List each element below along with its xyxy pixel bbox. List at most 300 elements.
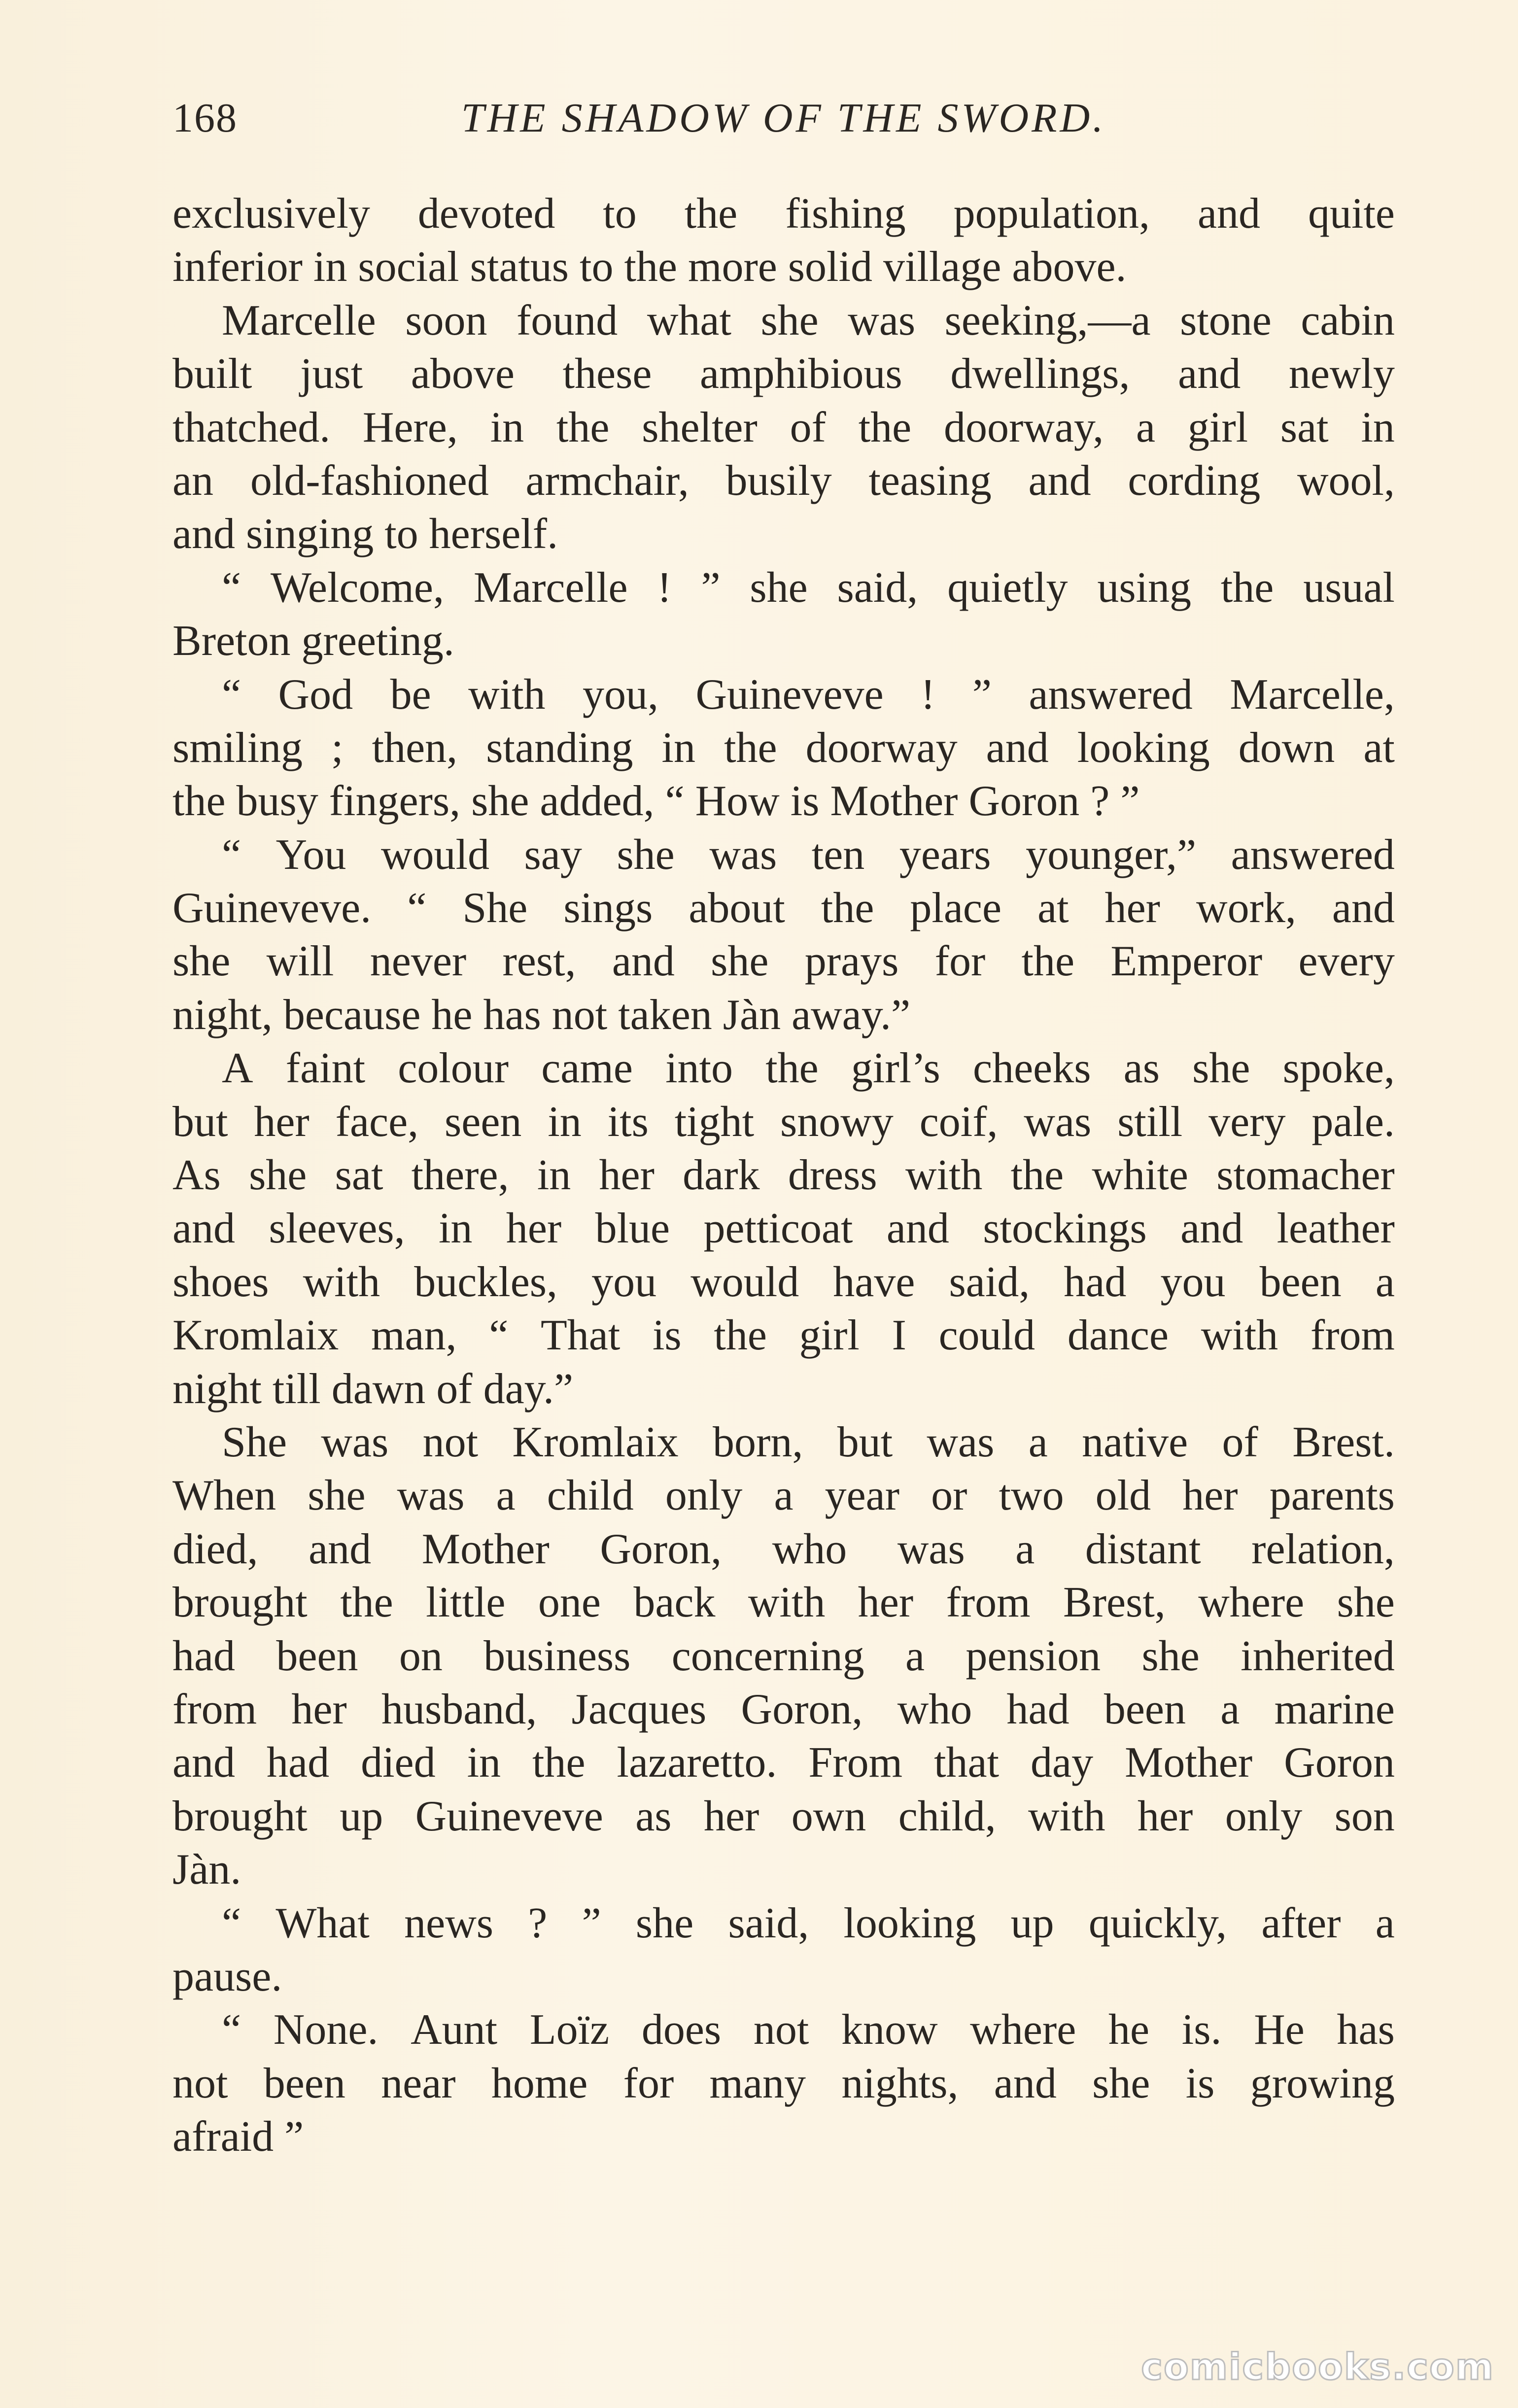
word: ! <box>921 670 935 719</box>
word: the <box>714 1311 767 1360</box>
page-header <box>172 89 1395 148</box>
word: “ <box>489 1311 509 1360</box>
page-number: 168 <box>172 95 238 141</box>
word: quite <box>1308 190 1395 238</box>
word: Goron, <box>600 1525 722 1573</box>
word: amphibious <box>700 350 902 398</box>
word: smiling <box>172 723 303 772</box>
word: rest, <box>502 937 576 986</box>
word: her <box>1182 1472 1238 1520</box>
word: ten <box>811 830 865 879</box>
word: two <box>999 1472 1064 1520</box>
word: God <box>278 670 353 719</box>
word: she <box>172 937 231 986</box>
word: is <box>1185 2059 1215 2107</box>
word: Brest. <box>1292 1418 1395 1466</box>
word: brought <box>172 1792 308 1840</box>
word: looking <box>1077 723 1210 772</box>
word: as <box>635 1792 672 1840</box>
word: work, <box>1196 884 1296 932</box>
word: dance <box>1067 1311 1169 1360</box>
word: near <box>381 2059 456 2107</box>
word: husband, <box>381 1685 537 1733</box>
word: ” <box>582 1899 601 1947</box>
word: child <box>547 1472 634 1520</box>
word: seen <box>445 1098 522 1146</box>
word: sleeves, <box>269 1204 405 1253</box>
word: up <box>1010 1899 1054 1947</box>
word: had <box>1064 1258 1127 1306</box>
word: answered <box>1029 670 1193 719</box>
text-line <box>172 454 1395 508</box>
text-line: Breton greeting. <box>172 617 454 665</box>
word: into <box>665 1044 733 1093</box>
word: dark <box>683 1151 760 1200</box>
word: and <box>994 2059 1057 2107</box>
word: and <box>1198 190 1261 238</box>
word: in <box>548 1098 582 1146</box>
word: old <box>1095 1472 1151 1520</box>
word: a <box>1375 1258 1395 1306</box>
word: but <box>837 1418 893 1466</box>
text-line <box>172 1469 1395 1522</box>
word: only <box>1225 1792 1303 1840</box>
word: white <box>1092 1151 1188 1200</box>
word: seeking,—a <box>944 296 1151 344</box>
text-line <box>172 1683 1395 1736</box>
word: very <box>1208 1098 1286 1146</box>
text-line <box>172 1256 1395 1309</box>
word: answered <box>1231 830 1395 879</box>
word: for <box>623 2059 674 2107</box>
word: stockings <box>983 1204 1147 1253</box>
text-line: afraid ” <box>172 2113 304 2161</box>
word: face, <box>335 1098 419 1146</box>
word: have <box>833 1258 915 1306</box>
text-line <box>172 1576 1395 1629</box>
word: doorway, <box>944 403 1104 451</box>
word: never <box>370 937 467 986</box>
word: she <box>1337 1579 1395 1627</box>
word: down <box>1238 723 1335 772</box>
word: died <box>361 1739 436 1787</box>
word: years <box>899 830 991 879</box>
word: tight <box>674 1098 755 1146</box>
text-line <box>172 561 1395 615</box>
word: business <box>483 1632 631 1680</box>
word: child, <box>898 1792 996 1840</box>
word: and <box>1178 350 1241 398</box>
word: who <box>897 1685 972 1733</box>
word: a <box>774 1472 794 1520</box>
text-line: night, because he has not taken Jàn away.” <box>172 991 911 1039</box>
word: a <box>1375 1899 1395 1947</box>
word: Guineveve <box>695 670 884 719</box>
word: for <box>934 937 986 986</box>
word: the <box>1021 937 1075 986</box>
word: she <box>711 937 769 986</box>
word: That <box>541 1311 621 1360</box>
word: quietly <box>947 563 1068 612</box>
word: about <box>689 884 785 932</box>
word: be <box>390 670 431 719</box>
word: “ <box>222 670 242 719</box>
word: Aunt <box>411 2006 498 2054</box>
text-line <box>172 1042 1395 1095</box>
word: she <box>635 1899 694 1947</box>
word: cabin <box>1301 296 1395 344</box>
text-line <box>172 1096 1395 1149</box>
word: When <box>172 1472 276 1520</box>
word: you <box>1160 1258 1226 1306</box>
word: I <box>892 1311 906 1360</box>
word: ! <box>657 563 672 612</box>
word: just <box>300 350 363 398</box>
word: could <box>938 1311 1035 1360</box>
text-line <box>172 294 1395 347</box>
word: growing <box>1250 2059 1395 2107</box>
word: concerning <box>671 1632 864 1680</box>
text-line <box>172 347 1395 401</box>
word: was <box>897 1525 965 1573</box>
word: “ <box>222 1899 242 1947</box>
word: and <box>172 1204 236 1253</box>
word: or <box>931 1472 967 1520</box>
word: She <box>462 884 528 932</box>
text-line: pause. <box>172 1952 282 2000</box>
word: using <box>1097 563 1192 612</box>
word: with <box>468 670 546 719</box>
word: She <box>222 1418 287 1466</box>
word: son <box>1334 1792 1395 1840</box>
word: teasing <box>868 456 992 505</box>
word: has <box>1337 2006 1395 2054</box>
word: and <box>986 723 1049 772</box>
word: news <box>404 1899 493 1947</box>
word: old-fashioned <box>250 456 489 505</box>
word: “ <box>407 884 427 932</box>
word: year <box>825 1472 900 1520</box>
text-line <box>172 935 1395 988</box>
word: is. <box>1181 2006 1222 2054</box>
word: usual <box>1303 563 1395 612</box>
word: had <box>172 1632 236 1680</box>
word: was <box>397 1472 465 1520</box>
text-line <box>172 1897 1395 1950</box>
text-line <box>172 1790 1395 1843</box>
word: she <box>760 296 819 344</box>
word: the <box>1220 563 1274 612</box>
word: a <box>1220 1685 1240 1733</box>
word: will <box>266 937 334 986</box>
word: exclusively <box>172 190 370 238</box>
word: came <box>541 1044 633 1093</box>
word: Marcelle <box>222 296 376 344</box>
word: ” <box>972 670 992 719</box>
word: leather <box>1276 1204 1395 1253</box>
word: with <box>905 1151 983 1200</box>
word: had <box>267 1739 330 1787</box>
word: her <box>703 1792 759 1840</box>
text-line <box>172 1309 1395 1362</box>
word: A <box>222 1044 253 1093</box>
word: in <box>661 723 695 772</box>
word: her <box>1104 884 1160 932</box>
word: Mother <box>421 1525 550 1573</box>
word: with <box>748 1579 826 1627</box>
text-line <box>172 2057 1395 2110</box>
word: every <box>1298 937 1395 986</box>
word: stomacher <box>1216 1151 1395 1200</box>
word: a <box>1136 403 1156 451</box>
word: standing <box>486 723 633 772</box>
text-line <box>172 187 1395 241</box>
word: petticoat <box>703 1204 853 1253</box>
word: Goron, <box>741 1685 863 1733</box>
word: the <box>532 1739 586 1787</box>
word: the <box>340 1579 393 1627</box>
watermark: comicbooks.com <box>1141 2346 1494 2388</box>
word: was <box>709 830 777 879</box>
word: ” <box>701 563 721 612</box>
word: she <box>617 830 675 879</box>
word: only <box>665 1472 743 1520</box>
word: know <box>841 2006 938 2054</box>
word: place <box>910 884 1002 932</box>
word: Emperor <box>1110 937 1263 986</box>
word: Brest, <box>1063 1579 1166 1627</box>
word: many <box>709 2059 806 2107</box>
word: she <box>308 1472 366 1520</box>
word: little <box>426 1579 506 1627</box>
word: girl <box>1187 403 1248 451</box>
word: at <box>1037 884 1069 932</box>
text-line: Jàn. <box>172 1846 242 1894</box>
word: up <box>340 1792 383 1840</box>
word: from <box>946 1579 1031 1627</box>
word: Welcome, <box>270 563 444 612</box>
word: on <box>399 1632 443 1680</box>
word: where <box>970 2006 1076 2054</box>
word: fishing <box>785 190 906 238</box>
word: she <box>1092 2059 1150 2107</box>
text-line: night till dawn of day.” <box>172 1365 574 1413</box>
word: quickly, <box>1088 1899 1227 1947</box>
word: of <box>1222 1418 1258 1466</box>
word: was <box>927 1418 995 1466</box>
word: who <box>772 1525 847 1573</box>
word: the <box>765 1044 819 1093</box>
word: You <box>276 830 346 879</box>
word: not <box>753 2006 809 2054</box>
word: Here, <box>362 403 458 451</box>
word: she <box>1141 1632 1200 1680</box>
word: the <box>684 190 738 238</box>
word: a <box>1015 1525 1035 1573</box>
word: sat <box>335 1151 383 1200</box>
word: pension <box>966 1632 1101 1680</box>
word: Kromlaix <box>172 1311 339 1360</box>
word: a <box>496 1472 516 1520</box>
word: not <box>422 1418 479 1466</box>
word: shoes <box>172 1258 269 1306</box>
word: busily <box>725 456 832 505</box>
word: shelter <box>642 403 758 451</box>
word: dwellings, <box>950 350 1130 398</box>
word: devoted <box>417 190 555 238</box>
text-line <box>172 1736 1395 1789</box>
word: girl <box>799 1311 860 1360</box>
word: dress <box>788 1151 877 1200</box>
word: “ <box>222 830 242 879</box>
word: cording <box>1128 456 1261 505</box>
word: Jacques <box>571 1685 707 1733</box>
word: the <box>821 884 874 932</box>
word: and <box>612 937 675 986</box>
word: her <box>1138 1792 1193 1840</box>
word: faint <box>285 1044 366 1093</box>
word: thatched. <box>172 403 331 451</box>
word: a <box>1028 1418 1048 1466</box>
word: marine <box>1274 1685 1395 1733</box>
word: What <box>276 1899 370 1947</box>
word: been <box>1104 1685 1186 1733</box>
word: sings <box>563 884 653 932</box>
running-title: THE SHADOW OF THE SWORD. <box>461 95 1106 141</box>
word: from <box>172 1685 257 1733</box>
word: Marcelle, <box>1230 670 1395 719</box>
word: From <box>808 1739 903 1787</box>
word: said, <box>949 1258 1030 1306</box>
text-line <box>172 1630 1395 1683</box>
word: been <box>1259 1258 1342 1306</box>
word: sat <box>1280 403 1329 451</box>
text-line <box>172 1149 1395 1202</box>
word: she <box>1192 1044 1250 1093</box>
word: blue <box>595 1204 670 1253</box>
word: say <box>524 830 582 879</box>
word: said, <box>837 563 918 612</box>
word: own <box>791 1792 866 1840</box>
word: with <box>303 1258 380 1306</box>
text-line <box>172 722 1395 775</box>
word: a <box>905 1632 925 1680</box>
word: ; <box>331 723 344 772</box>
text-line <box>172 1523 1395 1576</box>
word: prays <box>804 937 899 986</box>
word: born, <box>713 1418 803 1466</box>
word: parents <box>1269 1472 1395 1520</box>
word: still <box>1117 1098 1183 1146</box>
word: she <box>249 1151 307 1200</box>
word: with <box>1028 1792 1105 1840</box>
word: Kromlaix <box>512 1418 679 1466</box>
word: above <box>411 350 515 398</box>
word: what <box>647 296 731 344</box>
word: man, <box>371 1311 457 1360</box>
word: and <box>309 1525 372 1573</box>
word: colour <box>398 1044 509 1093</box>
word: brought <box>172 1579 308 1627</box>
word: armchair, <box>525 456 689 505</box>
word: been <box>276 1632 358 1680</box>
word: an <box>172 456 214 505</box>
word: in <box>490 403 524 451</box>
word: with <box>1201 1311 1278 1360</box>
word: cheeks <box>973 1044 1091 1093</box>
word: coif, <box>919 1098 998 1146</box>
word: newly <box>1288 350 1395 398</box>
word: had <box>1006 1685 1070 1733</box>
word: the <box>858 403 912 451</box>
word: the <box>556 403 610 451</box>
word: the <box>1010 1151 1064 1200</box>
word: soon <box>405 296 487 344</box>
word: doorway <box>805 723 958 772</box>
word: her <box>858 1579 914 1627</box>
word: buckles, <box>414 1258 558 1306</box>
word: was <box>321 1418 389 1466</box>
word: died, <box>172 1525 258 1573</box>
word: and <box>172 1739 236 1787</box>
word: distant <box>1085 1525 1201 1573</box>
word: her <box>254 1098 310 1146</box>
body-text <box>172 187 1395 2164</box>
word: in <box>467 1739 501 1787</box>
word: Guineveve <box>415 1792 603 1840</box>
word: you <box>591 1258 657 1306</box>
word: she <box>750 563 808 612</box>
word: said, <box>728 1899 809 1947</box>
word: wool, <box>1297 456 1395 505</box>
text-line: and singing to herself. <box>172 510 558 558</box>
word: the <box>724 723 777 772</box>
word: one <box>538 1579 601 1627</box>
word: girl’s <box>851 1044 940 1093</box>
word: where <box>1198 1579 1305 1627</box>
word: built <box>172 350 252 398</box>
word: Loïz <box>529 2006 610 2054</box>
word: inherited <box>1241 1632 1395 1680</box>
word: does <box>641 2006 722 2054</box>
word: population, <box>953 190 1150 238</box>
text-line: inferior in social status to the more solid village above. <box>172 243 1127 291</box>
word: Marcelle <box>473 563 628 612</box>
word: As <box>172 1151 221 1200</box>
word: is <box>652 1311 682 1360</box>
word: Goron <box>1284 1739 1395 1787</box>
word: at <box>1363 723 1395 772</box>
text-line <box>172 401 1395 454</box>
word: would <box>690 1258 799 1306</box>
word: found <box>517 296 618 344</box>
word: looking <box>843 1899 976 1947</box>
text-line <box>172 882 1395 935</box>
text-line <box>172 2003 1395 2057</box>
word: lazaretto. <box>617 1739 777 1787</box>
text-line <box>172 1416 1395 1469</box>
word: from <box>1310 1311 1395 1360</box>
word: nights, <box>841 2059 959 2107</box>
word: relation, <box>1251 1525 1395 1573</box>
word: been <box>263 2059 345 2107</box>
word: pale. <box>1311 1098 1395 1146</box>
text-line <box>172 828 1395 882</box>
word: younger,” <box>1026 830 1197 879</box>
word: not <box>172 2059 228 2107</box>
word: in <box>1361 403 1395 451</box>
word: was <box>848 296 916 344</box>
